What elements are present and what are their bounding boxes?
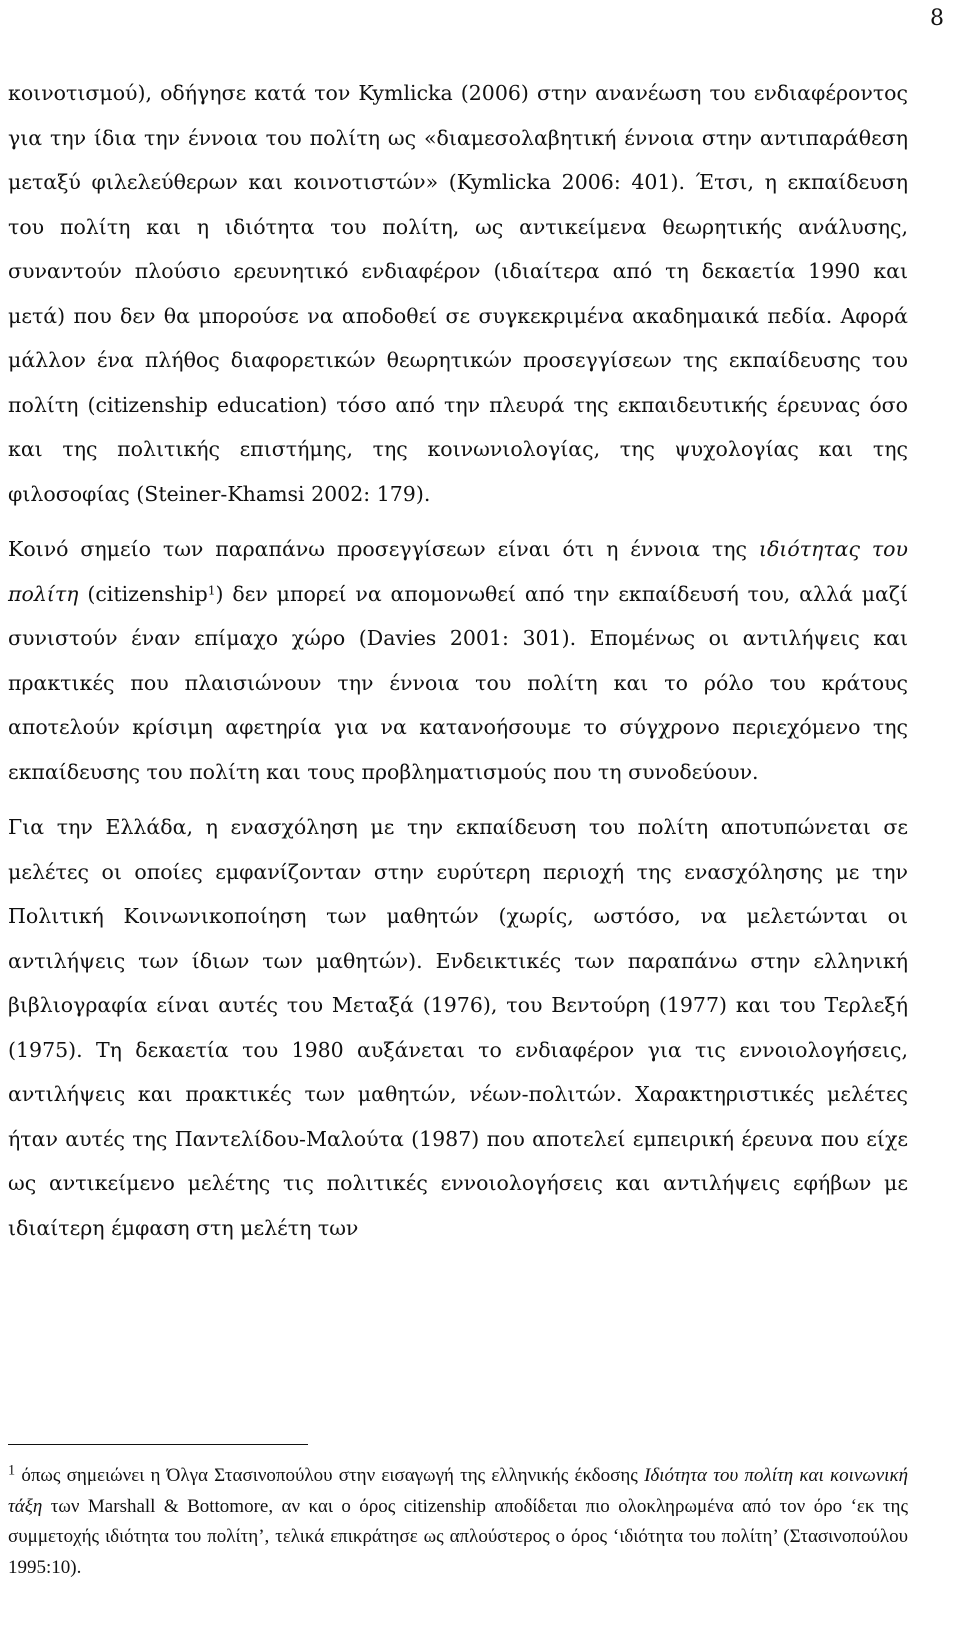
paragraph-2-text: Κοινό σημείο των παραπάνω προσεγγίσεων είναι ότι η έννοια της bbox=[8, 537, 759, 561]
footnote-book-title: Ιδιότητα του πολίτη και κοινωνική τάξη bbox=[8, 1465, 909, 1517]
footnote-text: όπως σημειώνει η Όλγα Στασινοπούλου στην εισαγωγή της ελληνικής έκδοσης bbox=[15, 1465, 645, 1486]
footnote-marker: 1 bbox=[8, 1462, 16, 1479]
paragraph-1: κοινοτισμού), οδήγησε κατά τον Kymlicka (2006) στην ανανέωση του ενδιαφέροντος για την ίδια την έννοια του πολίτη ως «διαμεσολαβητική έννοια στην αντιπαράθεση μεταξύ φιλελεύθερων και κοινοτιστών» (Kymlicka 2006: 401). Έτσι, η εκπαίδευση του πολίτη και η ιδιότητα του πολίτη, ως αντικείμενα θεωρητικής ανάλυσης, συναντούν πλούσιο ερευνητικό ενδιαφέρον (ιδιαίτερα από τη δεκαετία 1990 και μετά) που δεν θα μπορούσε να αποδοθεί σε συγκεκριμένα ακαδημαικά πεδία. Αφορά μάλλον ένα πλήθος διαφορετικών θεωρητικών προσεγγίσεων της εκπαίδευσης του πολίτη (citizenship education) τόσο από την πλευρά της εκπαιδευτικής έρευνας όσο και της πολιτικής επιστήμης, της κοινωνιολογίας, της ψυχολογίας και της φιλοσοφίας (Steiner-Khamsi 2002: 179). bbox=[8, 81, 908, 506]
page-number: 8 bbox=[930, 6, 944, 31]
footnote-reference[interactable]: 1 bbox=[207, 582, 216, 597]
footnote-separator bbox=[8, 1444, 308, 1445]
term-citizenship-greek: ιδιότητας του πολίτη bbox=[8, 537, 908, 606]
body-text bbox=[8, 71, 908, 1250]
paragraph-2-text-end: ) δεν μπορεί να απομονωθεί από την εκπαίδευσή του, αλλά μαζί συνιστούν έναν επίμαχο χώρο (Davies 2001: 301). Επομένως οι αντιλήψεις και πρακτικές που πλαισιώνουν την έννοια του πολίτη και το ρόλο του κράτους αποτελούν κρίσιμη αφετηρία για να κατανοήσουμε το σύγχρονο περιεχόμενο της εκπαίδευσης του πολίτη και τους προβληματισμούς που τη συνοδεύουν. bbox=[8, 581, 909, 784]
paragraph-3: Για την Ελλάδα, η ενασχόληση με την εκπαίδευση του πολίτη αποτυπώνεται σε μελέτες οι οποίες εμφανίζονταν στην ευρύτερη περιοχή της ενασχόλησης με την Πολιτική Κοινωνικοποίηση των μαθητών (χωρίς, ωστόσο, να μελετώνται οι αντιλήψεις των ίδιων των μαθητών). Ενδεικτικές των παραπάνω στην ελληνική βιβλιογραφία είναι αυτές του Μεταξά (1976), του Βεντούρη (1977) και του Τερλεξή (1975). Τη δεκαετία του 1980 αυξάνεται το ενδιαφέρον για τις εννοιολογήσεις, αντιλήψεις και πρακτικές των μαθητών, νέων-πολιτών. Χαρακτηριστικές μελέτες ήταν αυτές της Παντελίδου-Μαλούτα (1987) που αποτελεί εμπειρική έρευνα που είχε ως αντικείμενο μελέτης τις πολιτικές εννοιολογήσεις και αντιλήψεις εφήβων με ιδιαίτερη έμφαση στη μελέτη των bbox=[8, 815, 908, 1240]
footnote bbox=[8, 1461, 908, 1583]
footnote-text-end: των Marshall & Bottomore, αν και ο όρος citizenship αποδίδεται πιο ολοκληρωμένα από τον όρο ‘εκ της συμμετοχής ιδιότητα του πολίτη’, τελικά επικράτησε ως απλούστερος ο όρος ‘ιδιότητα του πολίτη’ (Στασινοπούλου 1995:10). bbox=[8, 1495, 908, 1578]
paragraph-2 bbox=[8, 527, 908, 794]
paragraph-2-text-mid: (citizenship bbox=[78, 581, 208, 606]
